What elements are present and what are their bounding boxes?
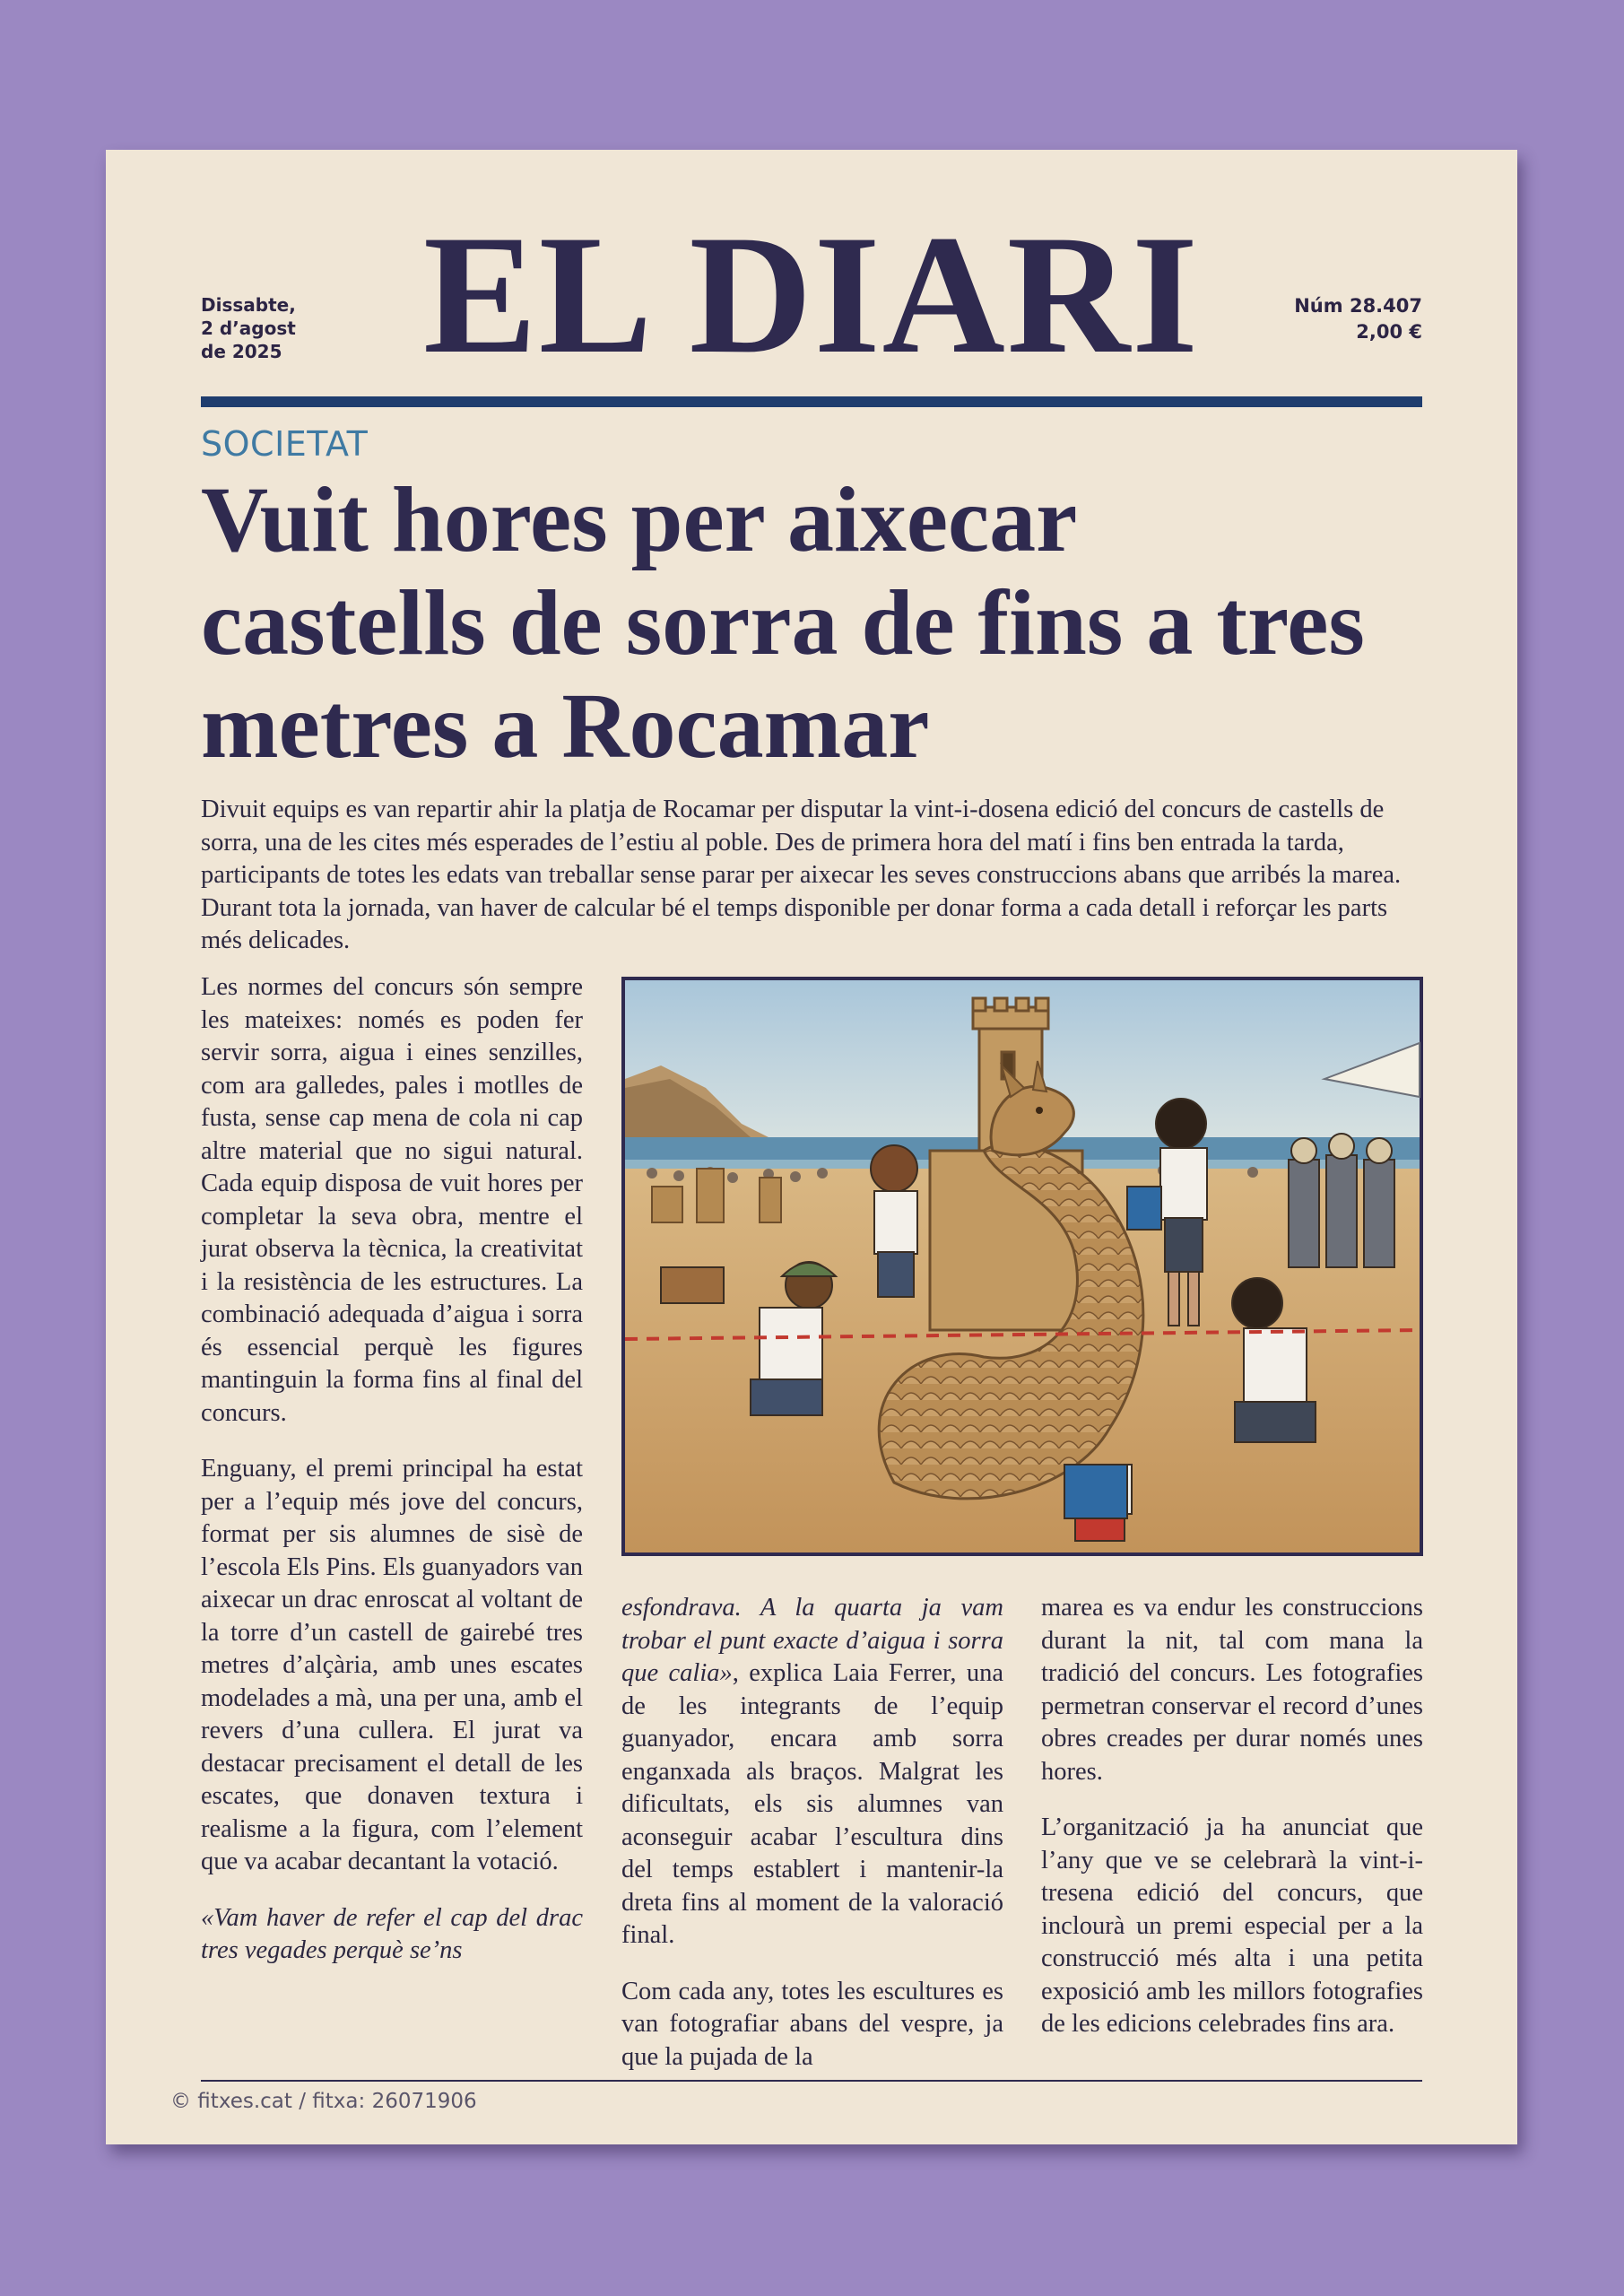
date-line: de 2025 xyxy=(201,341,282,362)
article-paragraph: Les normes del concurs són sempre les mateixes: només es poden fer servir sorra, aigua i eines senzilles, com ara galledes, pales i motlles de fusta, sense cap mena de cola ni cap altre material que no sigui natural. Cada equip disposa de vuit hores per completar la seva obra, mentre el jurat observa la tècnica, la creativitat i la resistència de les estructures. La combinació adequada d’aigua i sorra és essencial perquè les figures mantinguin la forma fins al final del concurs. xyxy=(201,973,583,1427)
newspaper-title: EL DIARI xyxy=(423,201,1200,389)
article-paragraph: Enguany, el premi principal ha estat per a l’equip més jove del concurs, format per sis alumnes de sisè de l’escola Els Pins. Els guanyadors van aixecar un drac enroscat al voltant de la torre d’un castell de gairebé tres metres d’alçària, amb unes escates modelades a mà, una per una, amb el revers d’una cullera. El jurat va destacar precisament el detall de les escates, que donaven textura i realisme a la figura, com l’element que va acabar decantant la votació. xyxy=(201,1455,583,1875)
newspaper-page xyxy=(106,150,1517,2144)
article-paragraph: L’organització ja ha anunciat que l’any que ve se celebrarà la vint-i-tresena edició del concurs, que inclourà un premi especial per a la construcció més alta i una petita exposició amb les millors fotografies de les edicions celebrades fins ara. xyxy=(1041,1813,1423,2038)
article-headline: Vuit hores per aixecar castells de sorra de fins a tres metres a Rocamar xyxy=(201,468,1365,778)
article-paragraph: marea es va endur les construccions durant la nit, tal com mana la tradició del concurs. Les fotografies permetran conservar el record d’unes obres creades per durar només unes hores. xyxy=(1041,1594,1423,1786)
date-line: 2 d’agost xyxy=(201,317,296,339)
article-paragraph: Com cada any, totes les escultures es van fotografiar abans del vespre, ja que la pujada de la xyxy=(621,1977,1003,2071)
article-lead: Divuit equips es van repartir ahir la platja de Rocamar per disputar la vint-i-dosena edició del concurs de castells de sorra, una de les cites més esperades de l’estiu al poble. Des de primera hora del matí i fins ben entrada la tarda, participants de totes les edats van treballar sense parar per aixecar les seves construccions abans que arribés la marea. Durant tota la jornada, van haver de calcular bé el temps disponible per donar forma a cada detall i reforçar les parts més delicades. xyxy=(201,796,1402,954)
article-column-3 xyxy=(1041,1592,1423,2038)
article-column-1 xyxy=(201,971,583,2003)
article-column-2 xyxy=(621,1592,1003,2071)
article-illustration xyxy=(621,977,1423,1556)
article-paragraph xyxy=(621,1592,1003,1952)
article-quote-attribution: , explica Laia Ferrer, una de les integrants de l’equip guanyador, encara amb sorra enganxada als braços. Malgrat les dificultats, els sis alumnes van aconseguir acabar l’escultura dins del temps establert i mantenir-la dreta fins al moment de la valoració final. xyxy=(621,1659,1003,1949)
sandcastle-illustration xyxy=(625,980,1420,1552)
article-quote-continued: esfondrava. A la quarta ja vam trobar el punt exacte d’aigua i sorra que calia» xyxy=(621,1594,1003,1687)
section-label: SOCIETAT xyxy=(201,424,369,464)
issue-number: Núm 28.407 xyxy=(1294,295,1422,317)
article-quote: «Vam haver de refer el cap del drac tres vegades perquè se’ns xyxy=(201,1903,583,1964)
footer-divider xyxy=(201,2080,1422,2082)
footer-credit: © fitxes.cat / fitxa: 26071906 xyxy=(170,2090,477,2113)
date-line: Dissabte, xyxy=(201,294,296,316)
issue-info xyxy=(1294,293,1422,345)
masthead-divider xyxy=(201,396,1422,407)
issue-price: 2,00 € xyxy=(1356,321,1422,343)
